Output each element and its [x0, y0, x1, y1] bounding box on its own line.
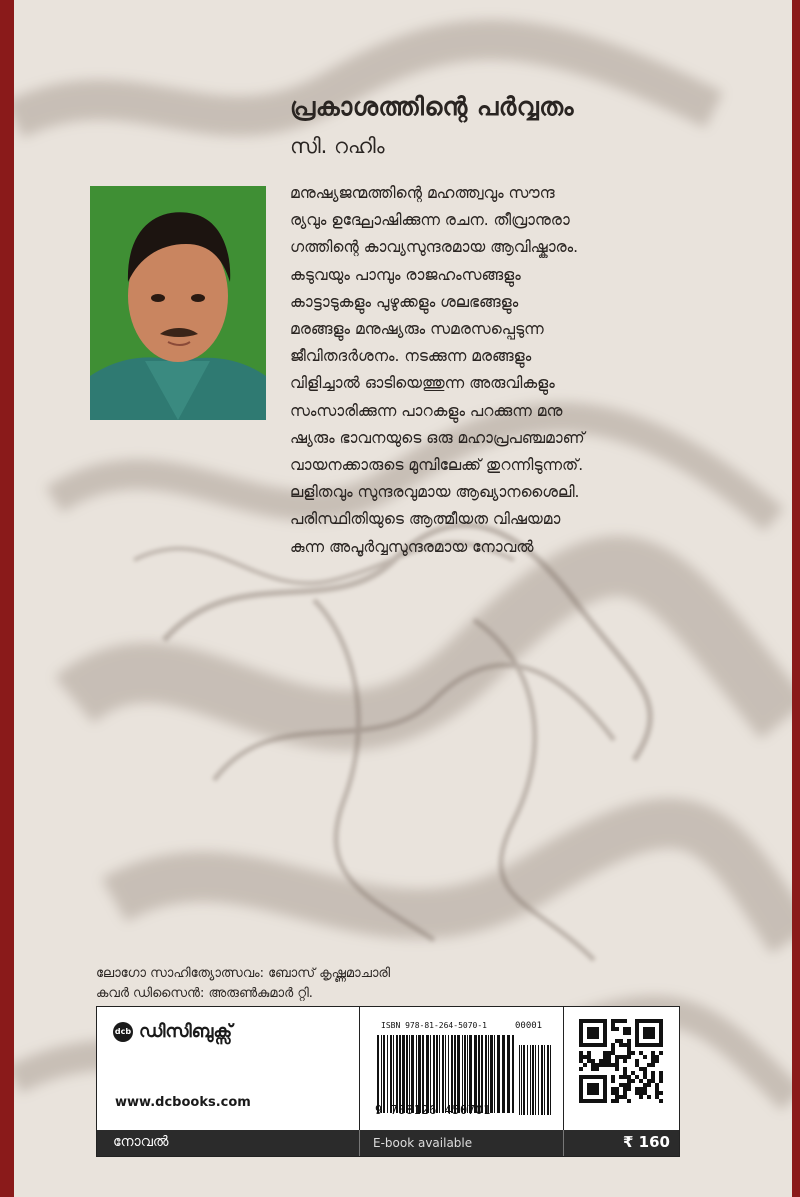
- publisher-name: ഡിസിബുക്സ്: [139, 1021, 233, 1042]
- footer-divider: [563, 1130, 564, 1156]
- blurb-line: ലളിതവും സുന്ദരവുമായ ആഖ്യാനശൈലി.: [290, 483, 580, 502]
- publisher-panel: [96, 1006, 680, 1157]
- blurb-line: പരിസ്ഥിതിയുടെ ആത്മീയത വിഷയമാ: [290, 510, 561, 529]
- blurb-text: [290, 180, 768, 561]
- blurb-line: ഷ്യരും ഭാവനയുടെ ഒരു മഹാപ്രപഞ്ചമാണ്: [290, 428, 585, 447]
- ebook-note: E-book available: [373, 1136, 473, 1150]
- blurb-line: മരങ്ങളും മനുഷ്യരും സമരസപ്പെടുന്ന: [290, 320, 544, 339]
- footer-bar: [97, 1130, 679, 1156]
- blurb-line: വിളിച്ചാൽ ഓടിയെത്തുന്ന അരുവികളും: [290, 374, 555, 393]
- blurb-line: കാട്ടാടുകളും പുഴുക്കളും ശലഭങ്ങളും: [290, 292, 519, 311]
- blurb-line: ജീവിതദർശനം. നടക്കുന്ന മരങ്ങളും: [290, 347, 532, 366]
- price-label: ₹ 160: [623, 1133, 670, 1151]
- dcb-logo-icon: dcb: [113, 1022, 133, 1042]
- blurb-line: ര്യവും ഉദ്ഘോഷിക്കുന്ന രചന. തീവ്രാനുരാ: [290, 211, 570, 230]
- qr-code-icon[interactable]: [579, 1019, 663, 1103]
- blurb-line: കുന്ന അപൂർവ്വസുന്ദരമായ നോവൽ: [290, 537, 534, 556]
- back-cover: [14, 0, 792, 1197]
- cover-design-credit: കവർ ഡിസൈൻ: അരുൺകുമാർ റ്റി.: [96, 986, 313, 1001]
- blurb-line: ഗത്തിന്റെ കാവ്യസുന്ദരമായ ആവിഷ്കാരം.: [290, 238, 579, 257]
- footer-divider: [359, 1130, 360, 1156]
- blurb-line: വായനക്കാരുടെ മുമ്പിലേക്ക് തുറന്നിടുന്നത്.: [290, 456, 584, 475]
- credits: [96, 964, 390, 1004]
- logo-credit: ലോഗോ സാഹിത്യോത്സവം: ബോസ് കൃഷ്ണമാചാരി: [96, 966, 391, 981]
- book-author: സി. റഹിം: [290, 134, 385, 158]
- blurb-line: സംസാരിക്കുന്ന പാറകളും പറക്കുന്ന മനു: [290, 401, 563, 420]
- publisher-website[interactable]: www.dcbooks.com: [115, 1095, 251, 1110]
- barcode-addon: 00001: [515, 1021, 543, 1031]
- blurb-line: മനുഷ്യജന്മത്തിന്റെ മഹത്ത്വവും സൗന്ദ: [290, 184, 555, 202]
- blurb-line: കടുവയും പാമ്പും രാജഹംസങ്ങളും: [290, 265, 521, 284]
- book-title: പ്രകാശത്തിന്റെ പർവ്വതം: [290, 92, 575, 121]
- barcode-digits: 9 788126 450701: [375, 1103, 491, 1117]
- genre-label: നോവൽ: [113, 1134, 169, 1150]
- author-photo: [90, 186, 266, 420]
- author-portrait-graphic: [90, 186, 266, 420]
- isbn-label: ISBN 978-81-264-5070-1: [381, 1021, 487, 1030]
- publisher-brand: [113, 1021, 232, 1042]
